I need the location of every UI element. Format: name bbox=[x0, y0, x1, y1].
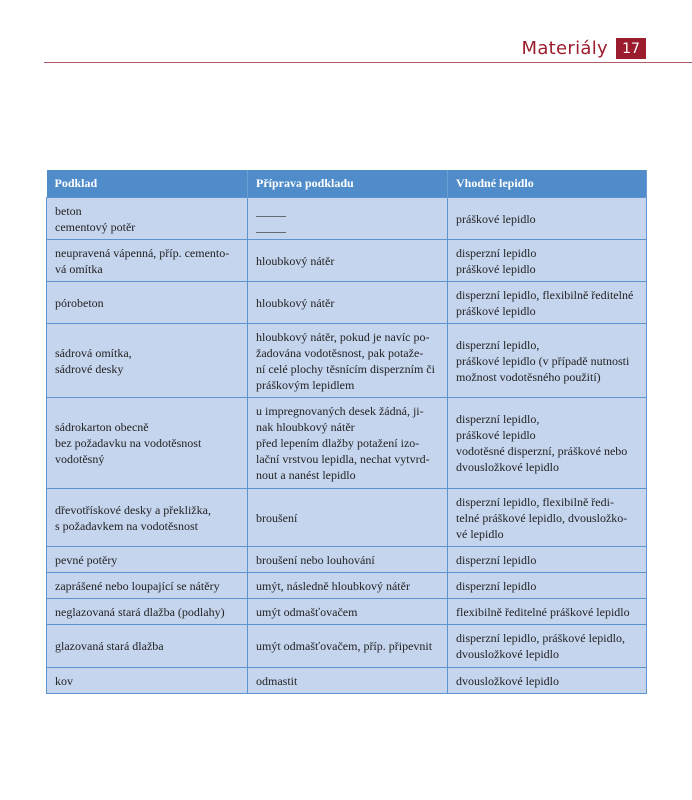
table-row bbox=[47, 599, 647, 625]
substrate-cell: neupravená vápenná, příp. cemento- vá omítka bbox=[47, 240, 248, 282]
adhesive-cell: disperzní lepidlo bbox=[448, 547, 647, 573]
preparation-cell: broušení bbox=[248, 489, 448, 547]
preparation-cell: umýt odmašťovačem, příp. připevnit bbox=[248, 625, 448, 668]
substrate-cell: beton cementový potěr bbox=[47, 198, 248, 240]
substrate-cell: glazovaná stará dlažba bbox=[47, 625, 248, 668]
table-row bbox=[47, 324, 647, 398]
table-row bbox=[47, 573, 647, 599]
substrate-cell: pórobeton bbox=[47, 282, 248, 324]
adhesive-cell: disperzní lepidlo, práškové lepidlo, dvousložkové lepidlo bbox=[448, 625, 647, 668]
adhesive-cell: flexibilně ředitelné práškové lepidlo bbox=[448, 599, 647, 625]
preparation-cell: umýt odmašťovačem bbox=[248, 599, 448, 625]
table-row bbox=[47, 547, 647, 573]
preparation-cell: u impregnovaných desek žádná, ji- nak hloubkový nátěr před lepením dlažby potažení izo- lační vrstvou lepidla, nechat vytvrd- nout a nanést lepidlo bbox=[248, 398, 448, 489]
substrate-cell: sádrová omítka, sádrové desky bbox=[47, 324, 248, 398]
table-row bbox=[47, 668, 647, 694]
preparation-cell: odmastit bbox=[248, 668, 448, 694]
page-header bbox=[522, 38, 646, 59]
column-header: Příprava podkladu bbox=[248, 170, 448, 198]
preparation-cell: hloubkový nátěr bbox=[248, 282, 448, 324]
adhesive-cell: disperzní lepidlo bbox=[448, 573, 647, 599]
adhesive-cell: disperzní lepidlo, práškové lepidlo (v případě nutnosti možnost vodotěsného použití) bbox=[448, 324, 647, 398]
substrate-cell: pevné potěry bbox=[47, 547, 248, 573]
preparation-cell: _____ _____ bbox=[248, 198, 448, 240]
table-row bbox=[47, 489, 647, 547]
substrate-cell: zaprášené nebo loupající se nátěry bbox=[47, 573, 248, 599]
substrate-cell: sádrokarton obecně bez požadavku na vodotěsnost vodotěsný bbox=[47, 398, 248, 489]
adhesive-cell: disperzní lepidlo, flexibilně ředi- telné práškové lepidlo, dvousložko- vé lepidlo bbox=[448, 489, 647, 547]
table-row bbox=[47, 625, 647, 668]
table-header-row bbox=[47, 170, 647, 198]
preparation-cell: hloubkový nátěr bbox=[248, 240, 448, 282]
substrate-cell: kov bbox=[47, 668, 248, 694]
table-row bbox=[47, 240, 647, 282]
column-header: Vhodné lepidlo bbox=[448, 170, 647, 198]
column-header: Podklad bbox=[47, 170, 248, 198]
adhesive-cell: disperzní lepidlo práškové lepidlo bbox=[448, 240, 647, 282]
table-row bbox=[47, 398, 647, 489]
table-row bbox=[47, 282, 647, 324]
chapter-title: Materiály bbox=[521, 38, 608, 59]
materials-table bbox=[46, 170, 647, 694]
adhesive-cell: disperzní lepidlo, flexibilně ředitelné práškové lepidlo bbox=[448, 282, 647, 324]
preparation-cell: umýt, následně hloubkový nátěr bbox=[248, 573, 448, 599]
page-number: 17 bbox=[616, 38, 646, 59]
adhesive-cell: dvousložkové lepidlo bbox=[448, 668, 647, 694]
adhesive-cell: disperzní lepidlo, práškové lepidlo vodotěsné disperzní, práškové nebo dvousložkové lepidlo bbox=[448, 398, 647, 489]
substrate-cell: neglazovaná stará dlažba (podlahy) bbox=[47, 599, 248, 625]
adhesive-cell: práškové lepidlo bbox=[448, 198, 647, 240]
table-row bbox=[47, 198, 647, 240]
substrate-cell: dřevotřískové desky a překližka, s požadavkem na vodotěsnost bbox=[47, 489, 248, 547]
preparation-cell: broušení nebo louhování bbox=[248, 547, 448, 573]
header-rule bbox=[44, 62, 692, 63]
preparation-cell: hloubkový nátěr, pokud je navíc po- žadována vodotěsnost, pak potaže- ní celé plochy těsnícím disperzním či práškovým lepidlem bbox=[248, 324, 448, 398]
